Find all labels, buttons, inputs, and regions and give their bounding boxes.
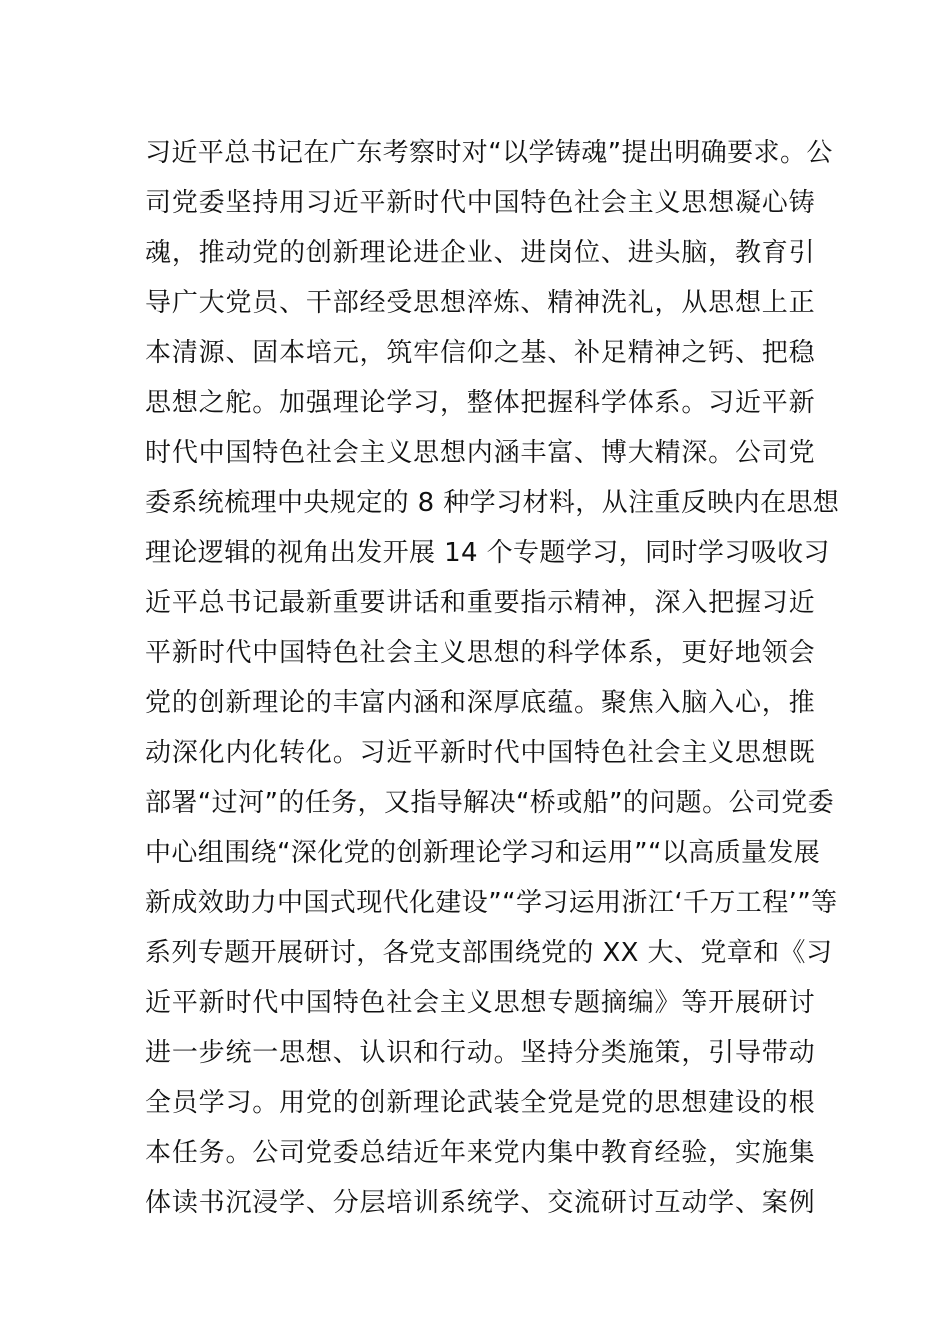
text-line: 时代中国特色社会主义思想内涵丰富、博大精深。公司党	[145, 438, 815, 468]
text-line: 近平总书记最新重要讲话和重要指示精神，深入把握习近	[145, 588, 815, 618]
text-line: 习近平总书记在广东考察时对“以学铸魂”提出明确要求。公	[145, 138, 833, 168]
text-line: 本任务。公司党委总结近年来党内集中教育经验，实施集	[145, 1138, 815, 1168]
text-line: 理论逻辑的视角出发开展 14 个专题学习，同时学习吸收习	[145, 538, 830, 568]
text-line: 系列专题开展研讨，各党支部围绕党的 XX 大、党章和《习	[145, 938, 833, 968]
text-line: 部署“过河”的任务，又指导解决“桥或船”的问题。公司党委	[145, 788, 835, 818]
text-line: 体读书沉浸学、分层培训系统学、交流研讨互动学、案例	[145, 1188, 815, 1218]
text-line: 平新时代中国特色社会主义思想的科学体系，更好地领会	[145, 638, 815, 668]
text-line: 党的创新理论的丰富内涵和深厚底蕴。聚焦入脑入心，推	[145, 688, 815, 718]
text-line: 魂，推动党的创新理论进企业、进岗位、进头脑，教育引	[145, 238, 815, 268]
text-line: 委系统梳理中央规定的 8 种学习材料，从注重反映内在思想	[145, 488, 840, 518]
text-line: 本清源、固本培元，筑牢信仰之基、补足精神之钙、把稳	[145, 338, 815, 368]
text-line: 司党委坚持用习近平新时代中国特色社会主义思想凝心铸	[145, 188, 815, 218]
text-line: 思想之舵。加强理论学习，整体把握科学体系。习近平新	[145, 388, 815, 418]
body-paragraph	[145, 128, 840, 1228]
text-line: 导广大党员、干部经受思想淬炼、精神洗礼，从思想上正	[145, 288, 815, 318]
text-line: 新成效助力中国式现代化建设”“学习运用浙江‘千万工程’”等	[145, 888, 838, 918]
text-line: 动深化内化转化。习近平新时代中国特色社会主义思想既	[145, 738, 815, 768]
text-line: 近平新时代中国特色社会主义思想专题摘编》等开展研讨	[145, 988, 815, 1018]
text-line: 中心组围绕“深化党的创新理论学习和运用”“以高质量发展	[145, 838, 821, 868]
text-line: 全员学习。用党的创新理论武装全党是党的思想建设的根	[145, 1088, 815, 1118]
text-line: 进一步统一思想、认识和行动。坚持分类施策，引导带动	[145, 1038, 815, 1068]
